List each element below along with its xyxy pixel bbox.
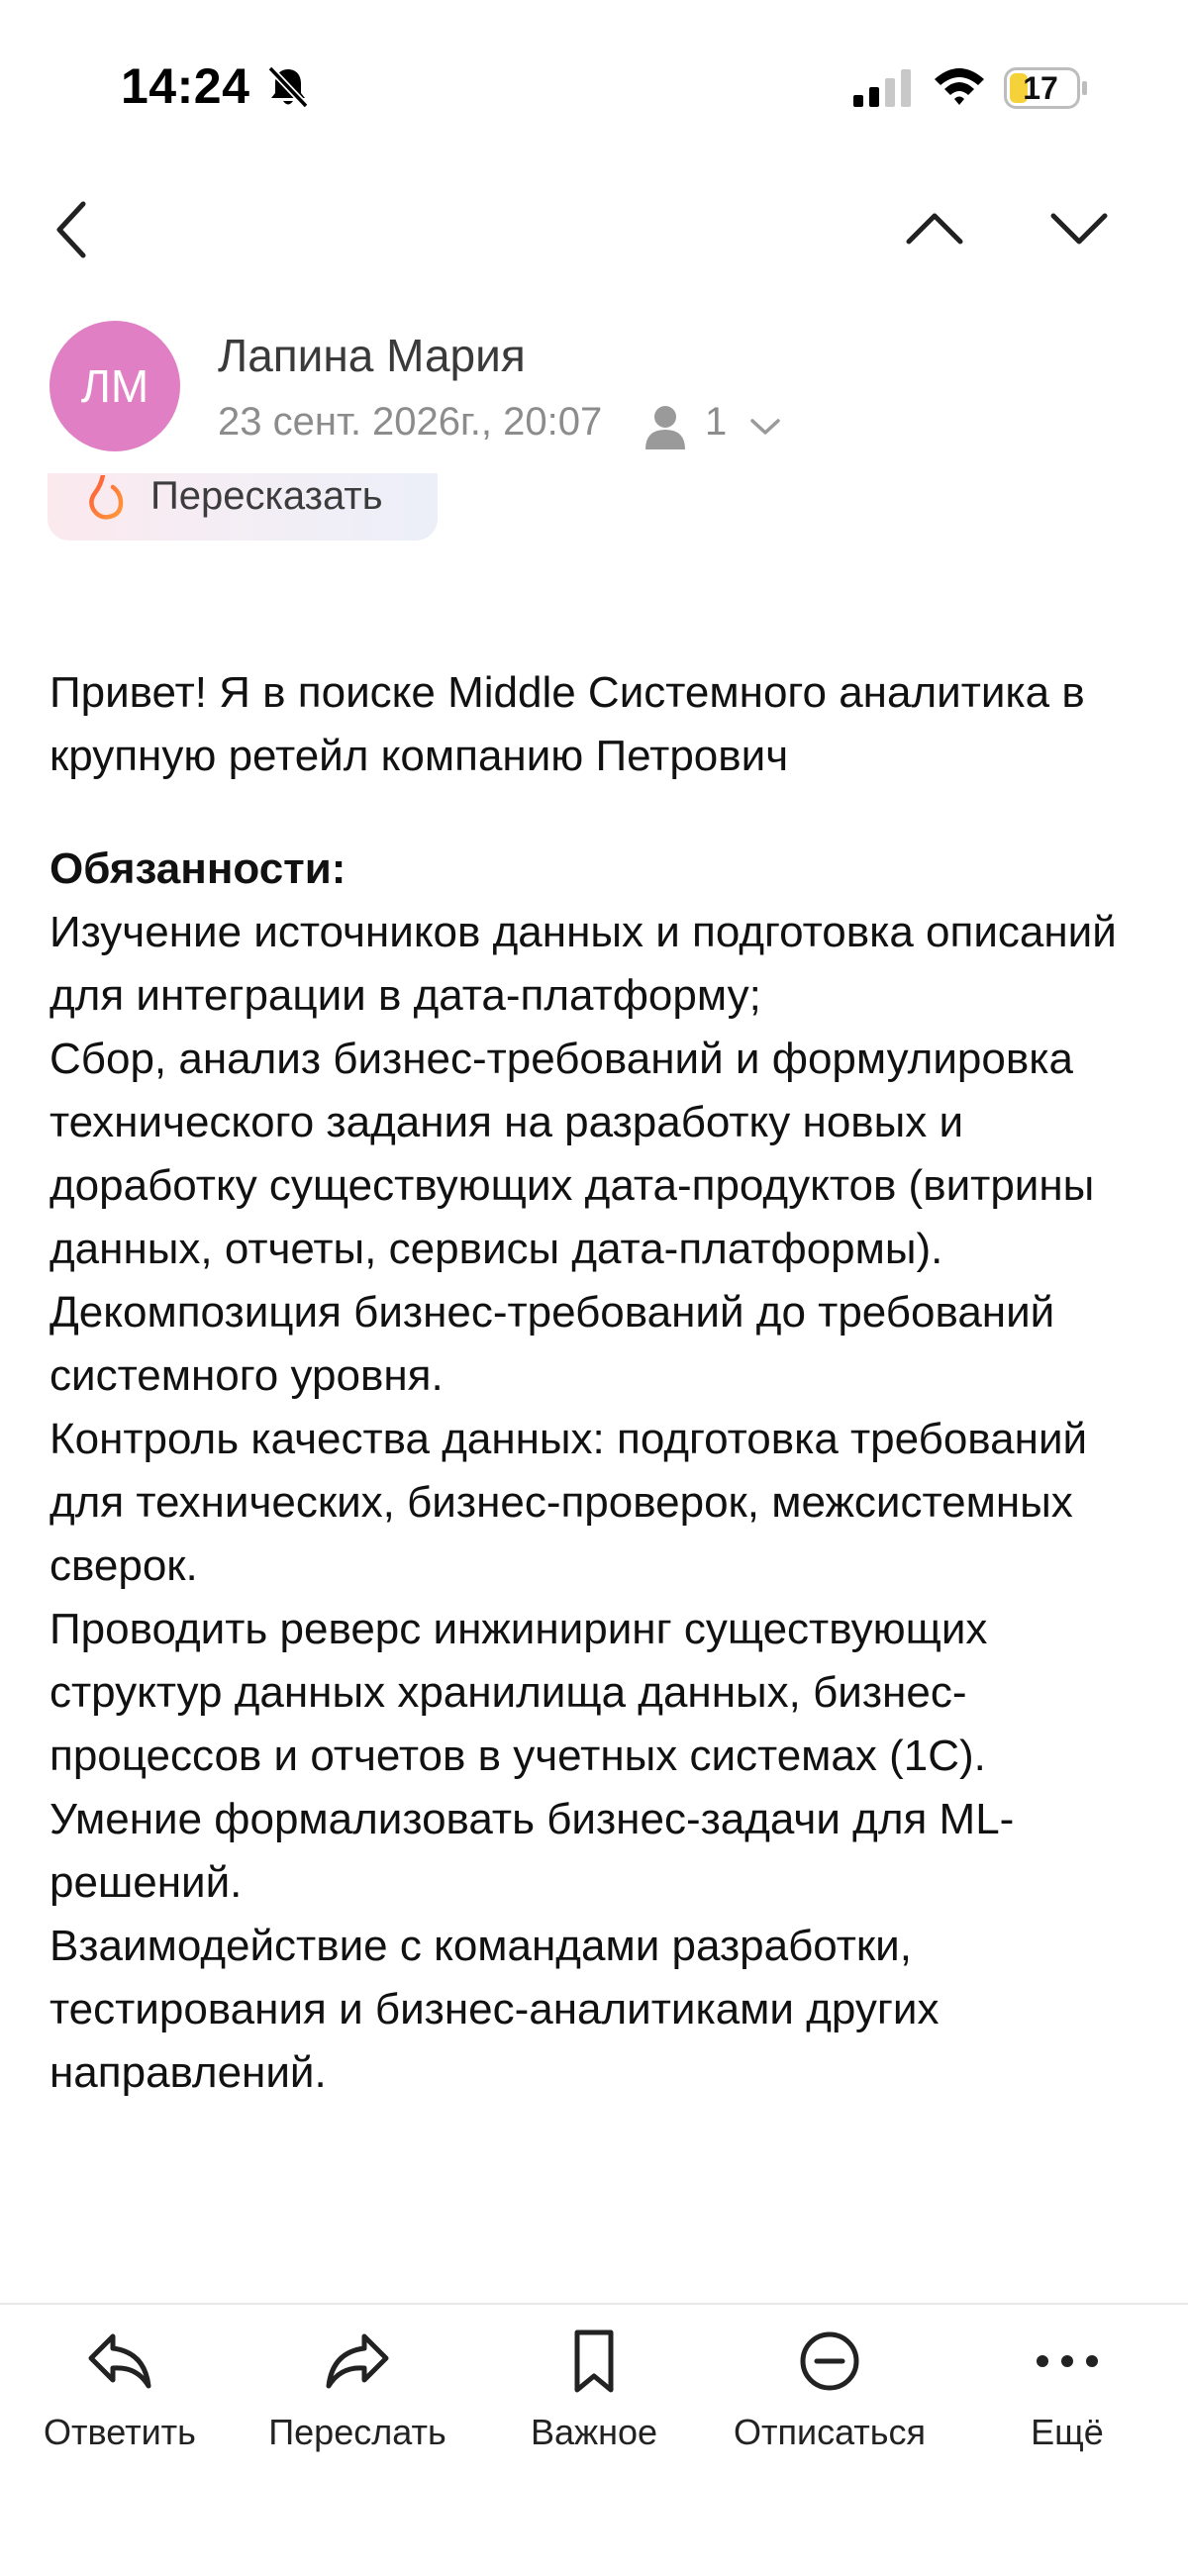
reply-label: Ответить bbox=[44, 2412, 196, 2452]
status-time: 14:24 bbox=[121, 58, 250, 114]
duty-item: Контроль качества данных: подготовка требований для технических, бизнес-проверок, межсистемных сверок. bbox=[50, 1415, 1088, 1590]
recipients-count[interactable]: 1 bbox=[705, 400, 728, 444]
duty-item: Взаимодействие с командами разработки, тестирования и бизнес-аналитиками других направлений. bbox=[50, 1922, 940, 2097]
toolbar-divider bbox=[0, 2303, 1188, 2305]
duties-heading: Обязанности: bbox=[50, 844, 346, 893]
chevron-up-icon[interactable] bbox=[903, 206, 966, 249]
battery-level: 17 bbox=[1023, 70, 1058, 106]
wifi-icon bbox=[931, 63, 988, 109]
more-dots-icon bbox=[1031, 2327, 1104, 2396]
message-body bbox=[50, 661, 1148, 2105]
chevron-down-icon[interactable] bbox=[748, 416, 782, 438]
avatar[interactable]: ЛМ bbox=[50, 321, 180, 451]
signal-icon bbox=[851, 67, 915, 109]
reply-button[interactable] bbox=[6, 2327, 234, 2465]
sender-name[interactable]: Лапина Мария bbox=[218, 330, 526, 381]
bell-slash-icon bbox=[265, 63, 311, 111]
retell-button[interactable] bbox=[48, 473, 438, 541]
minus-circle-icon bbox=[793, 2327, 866, 2396]
forward-icon bbox=[321, 2327, 394, 2396]
important-label: Важное bbox=[530, 2412, 658, 2452]
duty-item: Умение формализовать бизнес-задачи для ML-решений. bbox=[50, 1795, 1015, 1907]
message-date: 23 сент. 2026г., 20:07 bbox=[218, 400, 603, 444]
sparkle-drop-icon bbox=[85, 475, 131, 521]
important-button[interactable] bbox=[480, 2327, 708, 2465]
duty-item: Декомпозиция бизнес-требований до требований системного уровня. bbox=[50, 1288, 1055, 1400]
unsubscribe-label: Отписаться bbox=[733, 2412, 927, 2452]
unsubscribe-button[interactable] bbox=[716, 2327, 943, 2465]
retell-label: Пересказать bbox=[150, 474, 383, 518]
reply-icon bbox=[83, 2327, 156, 2396]
duty-item: Изучение источников данных и подготовка описаний для интеграции в дата-платформу; bbox=[50, 908, 1117, 1020]
forward-label: Переслать bbox=[268, 2412, 446, 2452]
duty-item: Сбор, анализ бизнес-требований и формулировка технического задания на разработку новых и доработку существующих дата-продуктов (витрины данных, отчеты, сервисы дата-платформы). bbox=[50, 1035, 1095, 1273]
more-button[interactable] bbox=[953, 2327, 1181, 2465]
forward-button[interactable] bbox=[244, 2327, 471, 2465]
chevron-down-icon[interactable] bbox=[1047, 206, 1111, 249]
chevron-left-icon[interactable] bbox=[50, 198, 93, 261]
greeting-text: Привет! Я в поиске Middle Системного аналитика в крупную ретейл компанию Петрович bbox=[50, 668, 1085, 780]
duty-item: Проводить реверс инжиниринг существующих структур данных хранилища данных, бизнес-процессов и отчетов в учетных системах (1С). bbox=[50, 1605, 988, 1780]
bookmark-icon bbox=[557, 2327, 631, 2396]
more-label: Ещё bbox=[1031, 2412, 1104, 2452]
person-icon[interactable] bbox=[644, 404, 687, 451]
